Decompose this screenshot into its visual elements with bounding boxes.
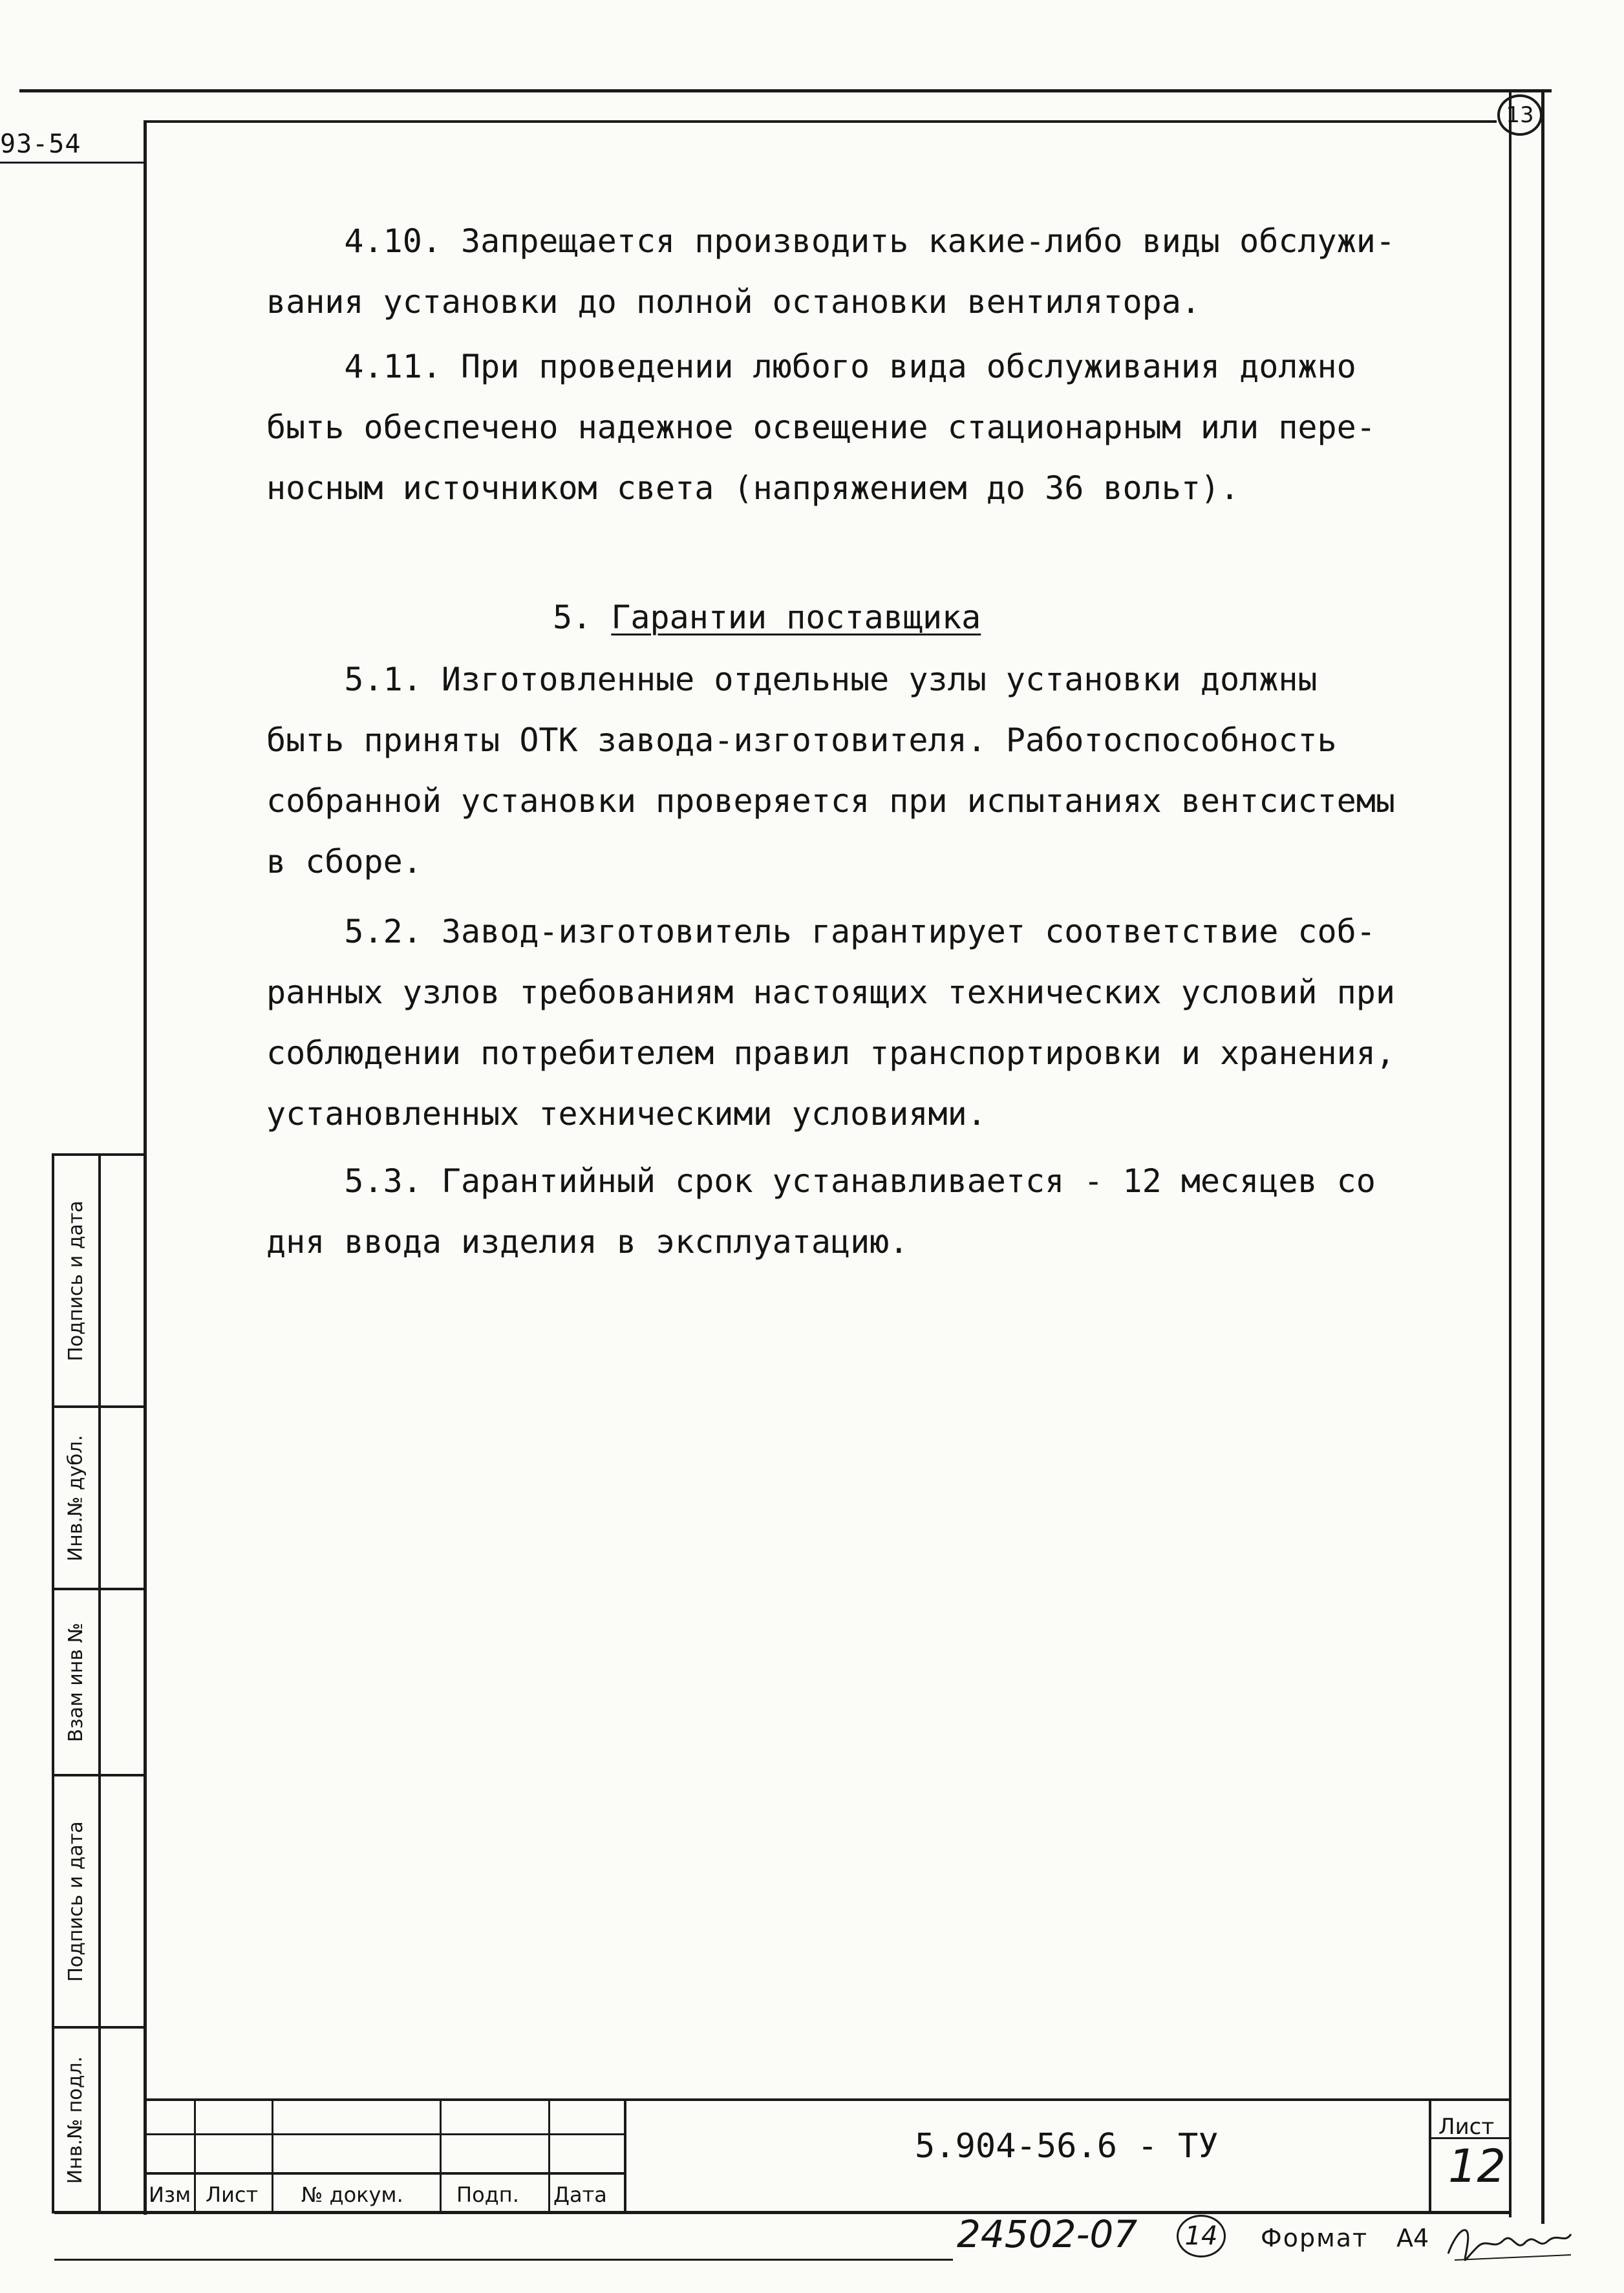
col-list-label: Лист <box>206 2182 259 2207</box>
col-date-label: Дата <box>553 2182 607 2207</box>
frame-right-outer-line <box>1541 91 1544 2224</box>
sheet-label: Лист <box>1438 2114 1495 2140</box>
frame-top-inner-line <box>145 120 1497 123</box>
stamp-page-number: 13 <box>1497 94 1543 136</box>
title-block-col-5 <box>624 2098 626 2212</box>
title-block-row-line-2 <box>145 2172 624 2175</box>
paragraph-5-2: 5.2. Завод-изготовитель гарантирует соответствие соб- ранных узлов требованиям настоящих технических условий при соблюдении потребителем правил транспортировки и хранения, установленных техническими условиями. <box>266 913 1395 1133</box>
archive-code: 24502-07 <box>957 2212 1138 2256</box>
sheet-bottom-line <box>54 2259 953 2261</box>
paragraph-4-10: 4.10. Запрещается производить какие-либо виды обслужи- вания установки до полной остановки вентилятора. <box>266 222 1395 321</box>
frame-top-line <box>19 89 1552 92</box>
title-block-col-2 <box>272 2098 273 2212</box>
frame-right-line <box>1509 91 1512 2217</box>
title-block-col-1 <box>194 2098 196 2212</box>
strip-inv-podl: Инв.№ подл. <box>64 2056 87 2184</box>
title-block-top-line <box>145 2098 1512 2101</box>
col-sign-label: Подп. <box>456 2182 519 2207</box>
title-block-col-3 <box>440 2098 442 2212</box>
strip-sign-date-top: Подпись и дата <box>64 1200 87 1361</box>
col-doc-label: № докум. <box>301 2182 403 2207</box>
format-label: Формат <box>1261 2224 1369 2252</box>
signature-icon <box>1442 2215 1577 2266</box>
title-block-sheet-col <box>1429 2098 1431 2212</box>
document-code-tab: 93-54 <box>0 129 81 159</box>
format-value: А4 <box>1396 2224 1429 2252</box>
section-heading <box>553 587 981 648</box>
strip-inner-border <box>98 1153 101 2213</box>
sheet-number: 12 <box>1448 2140 1506 2193</box>
col-izm-label: Изм <box>149 2182 191 2207</box>
frame-left-line <box>144 120 147 2215</box>
title-block-col-4 <box>548 2098 550 2212</box>
strip-sign-date-bottom: Подпись и дата <box>64 1820 87 1982</box>
section-title: Гарантии поставщика <box>611 599 981 636</box>
paragraph-4-11: 4.11. При проведении любого вида обслуживания должно быть обеспечено надежное освещение стационарным или пере- носным источником света (напряжением до 36 вольт). <box>266 348 1376 507</box>
strip-inv-dubl: Инв.№ дубл. <box>64 1434 87 1561</box>
title-block-row-line-1 <box>145 2133 624 2135</box>
section-number: 5. <box>553 599 612 636</box>
document-designation: 5.904-56.6 - ТУ <box>915 2127 1219 2166</box>
strip-vzam-inv: Взам инв № <box>64 1622 87 1742</box>
paragraph-5-1: 5.1. Изготовленные отдельные узлы установки должны быть приняты ОТК завода-изготовителя. Работоспособность собранной установки проверяется при испытаниях вентсистемы в сборе. <box>266 661 1395 880</box>
paragraph-5-3: 5.3. Гарантийный срок устанавливается - 12 месяцев со дня ввода изделия в эксплуатацию. <box>266 1162 1376 1261</box>
archive-circle-number: 14 <box>1177 2215 1226 2257</box>
tab-bottom-line <box>0 162 145 164</box>
